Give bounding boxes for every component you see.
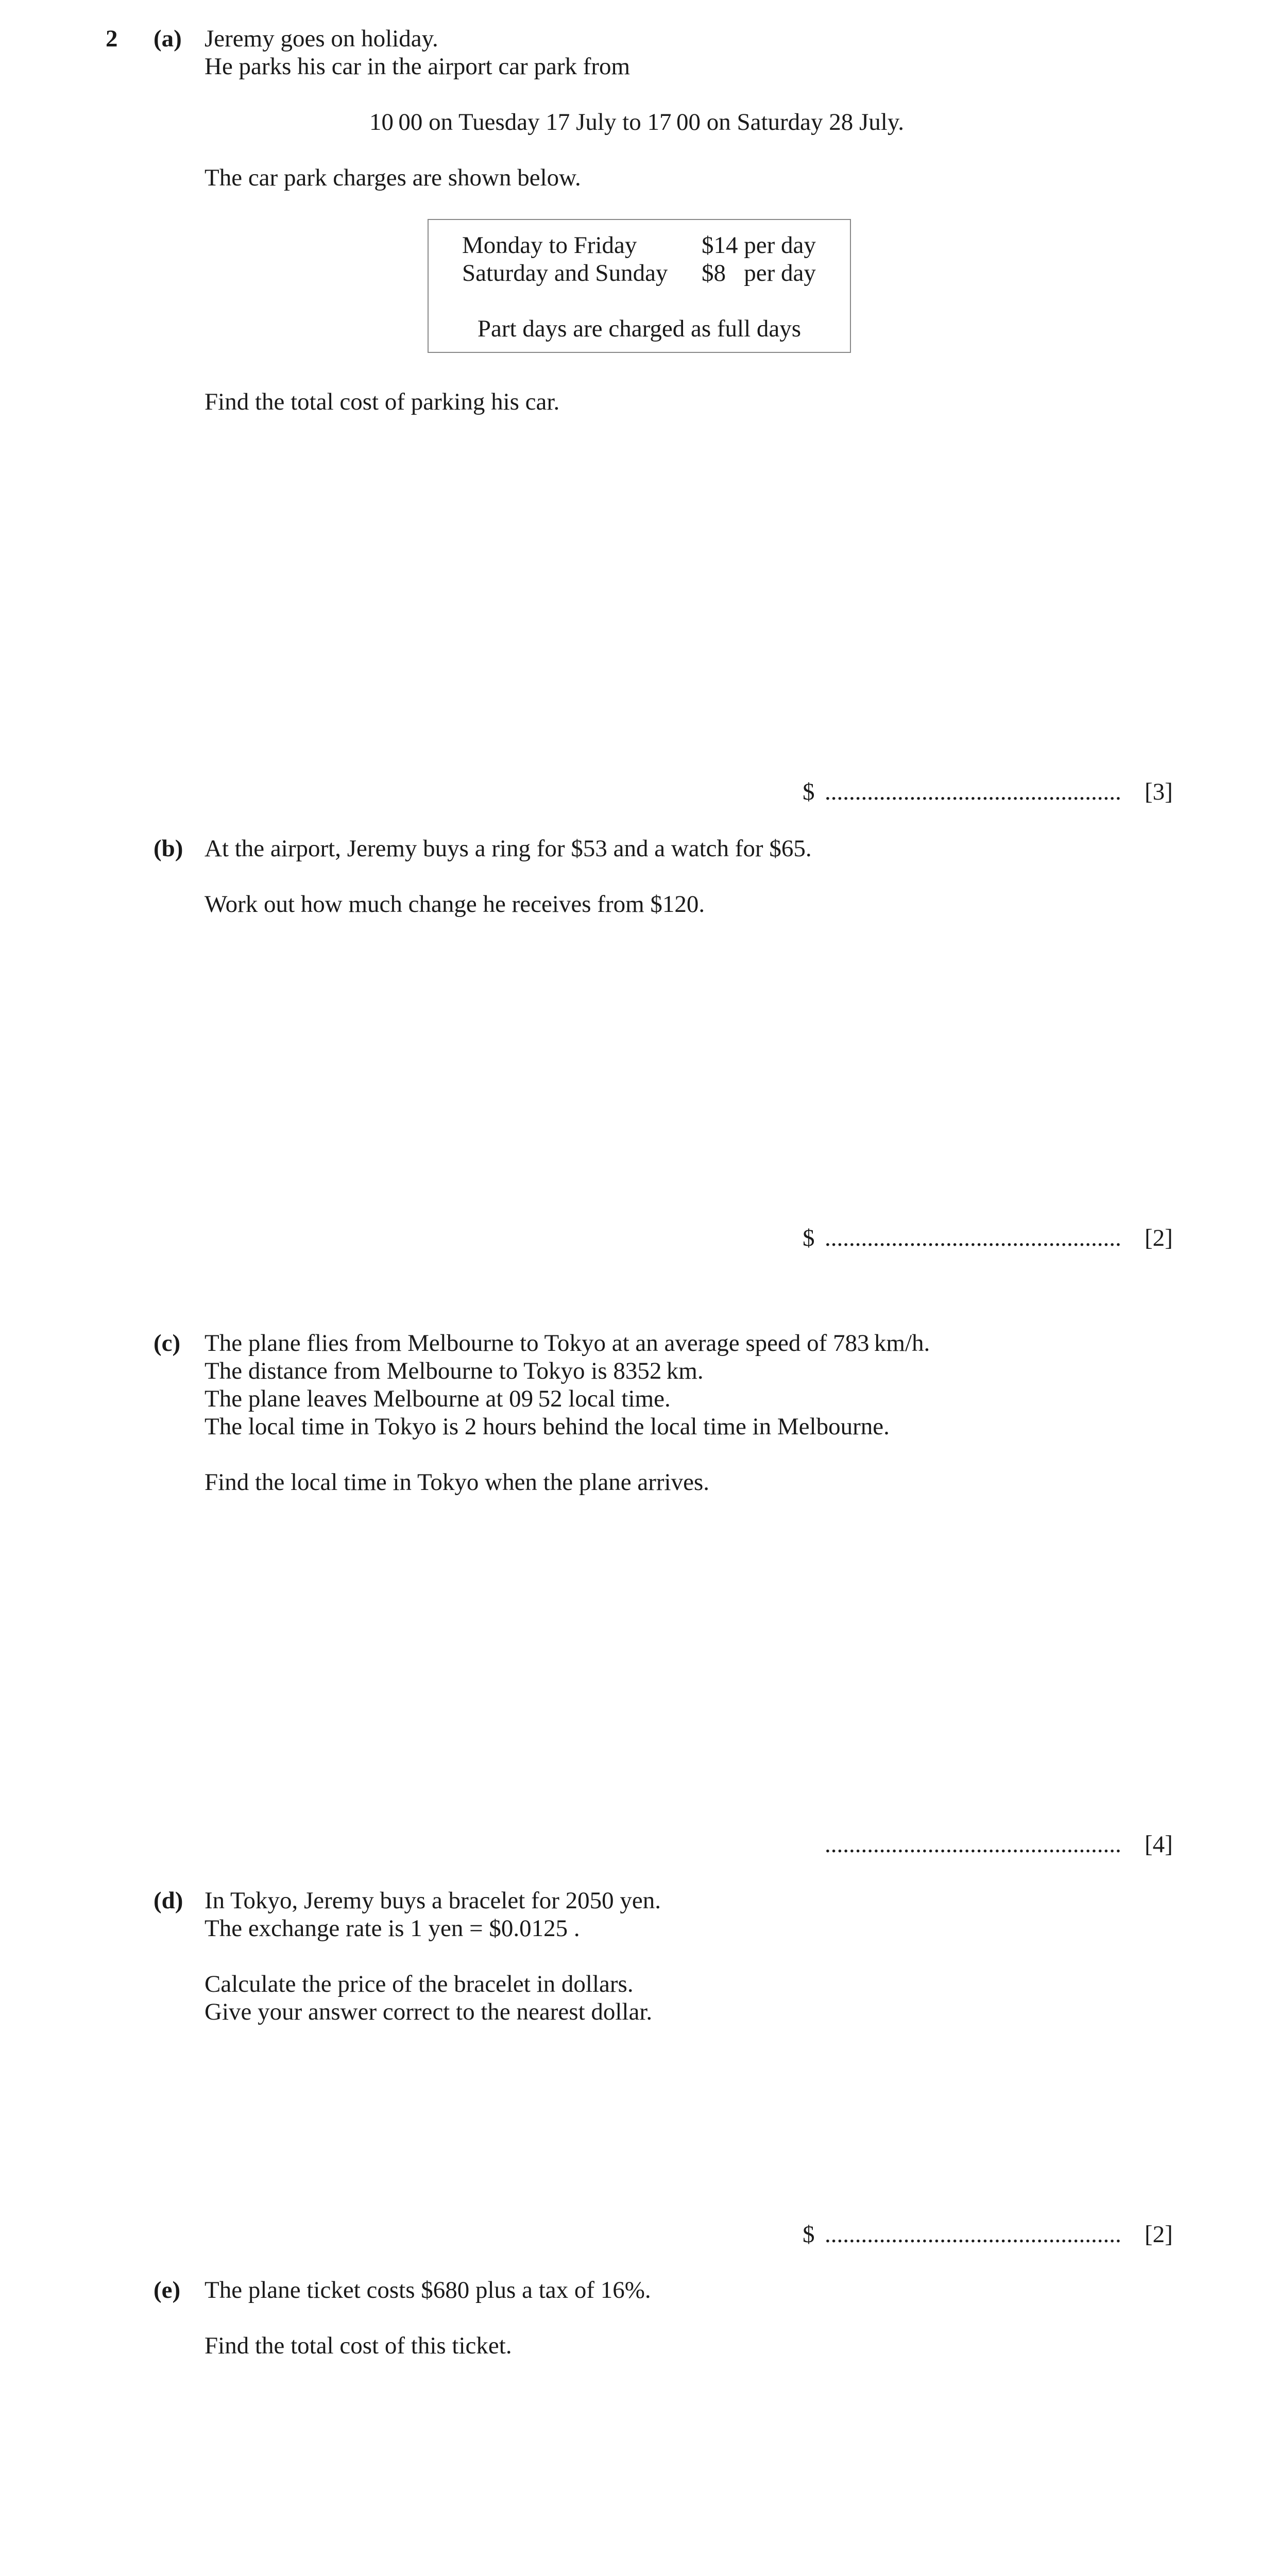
part-b-line-1: At the airport, Jeremy buys a ring for $53 and a watch for $65. (205, 835, 812, 862)
part-e-label: (e) (154, 2277, 181, 2303)
part-b-answer-prefix: $ (803, 1225, 815, 1251)
part-c-label: (c) (154, 1330, 181, 1357)
part-a-task: Find the total cost of parking his car. (205, 388, 560, 415)
part-c-marks: [4] (1145, 1831, 1173, 1858)
part-a-marks: [3] (1145, 778, 1173, 805)
part-a-intro: The car park charges are shown below. (205, 164, 581, 191)
part-d-line-1: In Tokyo, Jeremy buys a bracelet for 2050 yen. (205, 1887, 661, 1914)
question-number: 2 (106, 25, 118, 52)
part-d-task-line-2: Give your answer correct to the nearest dollar. (205, 1998, 653, 2025)
part-c-line-4: The local time in Tokyo is 2 hours behind the local time in Melbourne. (205, 1413, 890, 1440)
part-a-line-2: He parks his car in the airport car park from (205, 53, 631, 80)
part-a-answer-line[interactable]: ................................................. (825, 778, 1121, 805)
part-c-task: Find the local time in Tokyo when the plane arrives. (205, 1469, 710, 1496)
part-d-line-2: The exchange rate is 1 yen = $0.0125 . (205, 1915, 580, 1942)
part-b-marks: [2] (1145, 1225, 1173, 1251)
part-a-period: 10 00 on Tuesday 17 July to 17 00 on Saturday 28 July. (369, 109, 905, 135)
weekday-label: Monday to Friday (462, 232, 637, 259)
part-b-label: (b) (154, 835, 183, 862)
part-a-label: (a) (154, 25, 182, 52)
part-days-note: Part days are charged as full days (477, 315, 802, 342)
part-b-task: Work out how much change he receives from $120. (205, 891, 705, 918)
part-a-line-1: Jeremy goes on holiday. (205, 25, 438, 52)
part-c-answer-line[interactable]: ................................................. (825, 1831, 1121, 1858)
part-e-line-1: The plane ticket costs $680 plus a tax of 16%. (205, 2277, 651, 2303)
part-c-line-1: The plane flies from Melbourne to Tokyo at an average speed of 783 km/h. (205, 1330, 930, 1357)
part-a-answer-prefix: $ (803, 778, 815, 805)
weekend-label: Saturday and Sunday (462, 260, 668, 286)
part-d-answer-prefix: $ (803, 2221, 815, 2248)
part-c-line-2: The distance from Melbourne to Tokyo is 8352 km. (205, 1358, 704, 1384)
part-d-answer-line[interactable]: ................................................. (825, 2221, 1121, 2248)
weekday-rate: $14 per day (702, 232, 816, 259)
part-e-task: Find the total cost of this ticket. (205, 2332, 512, 2359)
part-c-line-3: The plane leaves Melbourne at 09 52 local time. (205, 1385, 671, 1412)
part-d-label: (d) (154, 1887, 183, 1914)
weekend-rate: $8 per day (702, 260, 816, 286)
car-park-charges-box (428, 219, 851, 353)
part-b-answer-line[interactable]: ................................................. (825, 1225, 1121, 1251)
part-d-marks: [2] (1145, 2221, 1173, 2248)
part-d-task-line-1: Calculate the price of the bracelet in dollars. (205, 1971, 634, 1997)
